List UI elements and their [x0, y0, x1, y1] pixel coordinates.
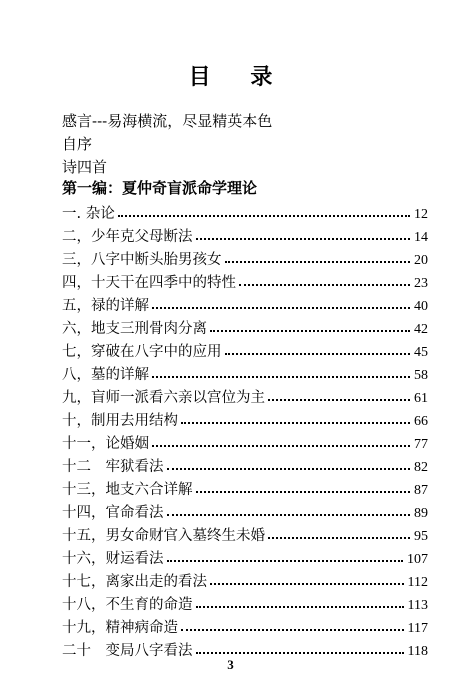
section-heading: 第一编：夏仲奇盲派命学理论	[62, 179, 258, 197]
table-of-contents	[62, 200, 428, 660]
toc-entry	[62, 522, 428, 545]
toc-dot-leader	[152, 376, 410, 378]
toc-dot-leader	[210, 330, 410, 332]
toc-dot-leader	[167, 468, 411, 470]
toc-entry-page: 95	[414, 529, 428, 544]
toc-entry-page: 40	[414, 299, 428, 314]
toc-dot-leader	[152, 445, 410, 447]
page-number: 3	[227, 657, 234, 672]
toc-dot-leader	[196, 652, 404, 654]
toc-entry	[62, 292, 428, 315]
toc-entry-page: 82	[414, 460, 428, 475]
toc-entry-page: 117	[407, 621, 428, 636]
page-title: 目 录	[188, 64, 289, 90]
toc-entry-page: 112	[407, 575, 428, 590]
toc-entry-label: 十，制用去用结构	[62, 413, 178, 429]
toc-entry-page: 45	[414, 345, 428, 360]
toc-dot-leader	[196, 491, 411, 493]
toc-entry-label: 十四，官命看法	[62, 505, 164, 521]
toc-dot-leader	[196, 238, 411, 240]
toc-dot-leader	[225, 353, 411, 355]
toc-entry-page: 20	[414, 253, 428, 268]
toc-entry-label: 十八，不生育的命造	[62, 597, 193, 613]
toc-dot-leader	[167, 514, 411, 516]
toc-entry-label: 十二 牢狱看法	[62, 459, 164, 475]
toc-dot-leader	[167, 560, 404, 562]
intro-line-four-poems: 诗四首	[62, 158, 108, 176]
toc-entry	[62, 223, 428, 246]
toc-dot-leader	[239, 284, 410, 286]
toc-entry	[62, 361, 428, 384]
toc-entry	[62, 453, 428, 476]
toc-entry	[62, 315, 428, 338]
toc-entry-label: 十六，财运看法	[62, 551, 164, 567]
toc-entry-page: 12	[414, 207, 428, 222]
toc-dot-leader	[225, 261, 411, 263]
toc-entry-page: 89	[414, 506, 428, 521]
toc-dot-leader	[268, 399, 410, 401]
toc-entry-page: 77	[414, 437, 428, 452]
toc-entry	[62, 545, 428, 568]
toc-entry	[62, 499, 428, 522]
toc-entry-label: 九，盲师一派看六亲以宫位为主	[62, 390, 265, 406]
toc-entry-page: 61	[414, 391, 428, 406]
toc-entry	[62, 568, 428, 591]
toc-entry	[62, 476, 428, 499]
toc-dot-leader	[181, 422, 410, 424]
intro-line-preface-remarks: 感言---易海横流，尽显精英本色	[62, 112, 273, 130]
toc-entry	[62, 407, 428, 430]
toc-entry-label: 十九，精神病命造	[62, 620, 178, 636]
toc-entry-label: 十七，离家出走的看法	[62, 574, 207, 590]
toc-entry-page: 58	[414, 368, 428, 383]
toc-entry	[62, 614, 428, 637]
toc-entry-label: 八，墓的详解	[62, 367, 149, 383]
toc-entry	[62, 200, 428, 223]
toc-entry-page: 118	[407, 644, 428, 659]
toc-entry-label: 一. 杂论	[62, 206, 115, 222]
toc-dot-leader	[268, 537, 410, 539]
toc-entry-label: 十一，论婚姻	[62, 436, 149, 452]
toc-entry-page: 87	[414, 483, 428, 498]
toc-entry-label: 七，穿破在八字中的应用	[62, 344, 222, 360]
toc-entry	[62, 591, 428, 614]
toc-entry-page: 23	[414, 276, 428, 291]
toc-dot-leader	[196, 606, 404, 608]
toc-entry-label: 四，十天干在四季中的特性	[62, 275, 236, 291]
toc-entry-label: 六，地支三刑骨肉分离	[62, 321, 207, 337]
toc-entry-page: 66	[414, 414, 428, 429]
toc-entry-label: 十五，男女命财官入墓终生未婚	[62, 528, 265, 544]
toc-entry	[62, 430, 428, 453]
toc-dot-leader	[118, 215, 410, 217]
toc-dot-leader	[181, 629, 404, 631]
toc-entry-label: 二十 变局八字看法	[62, 643, 193, 659]
toc-dot-leader	[210, 583, 404, 585]
toc-entry-page: 14	[414, 230, 428, 245]
toc-entry-label: 二，少年克父母断法	[62, 229, 193, 245]
toc-entry-label: 五，禄的详解	[62, 298, 149, 314]
toc-entry-label: 十三，地支六合详解	[62, 482, 193, 498]
toc-dot-leader	[152, 307, 410, 309]
toc-entry-page: 113	[407, 598, 428, 613]
toc-entry	[62, 269, 428, 292]
toc-entry	[62, 246, 428, 269]
toc-entry-page: 42	[414, 322, 428, 337]
toc-entry	[62, 338, 428, 361]
intro-line-author-preface: 自序	[62, 135, 93, 153]
toc-entry	[62, 384, 428, 407]
toc-entry-label: 三，八字中断头胎男孩女	[62, 252, 222, 268]
toc-entry-page: 107	[407, 552, 428, 567]
